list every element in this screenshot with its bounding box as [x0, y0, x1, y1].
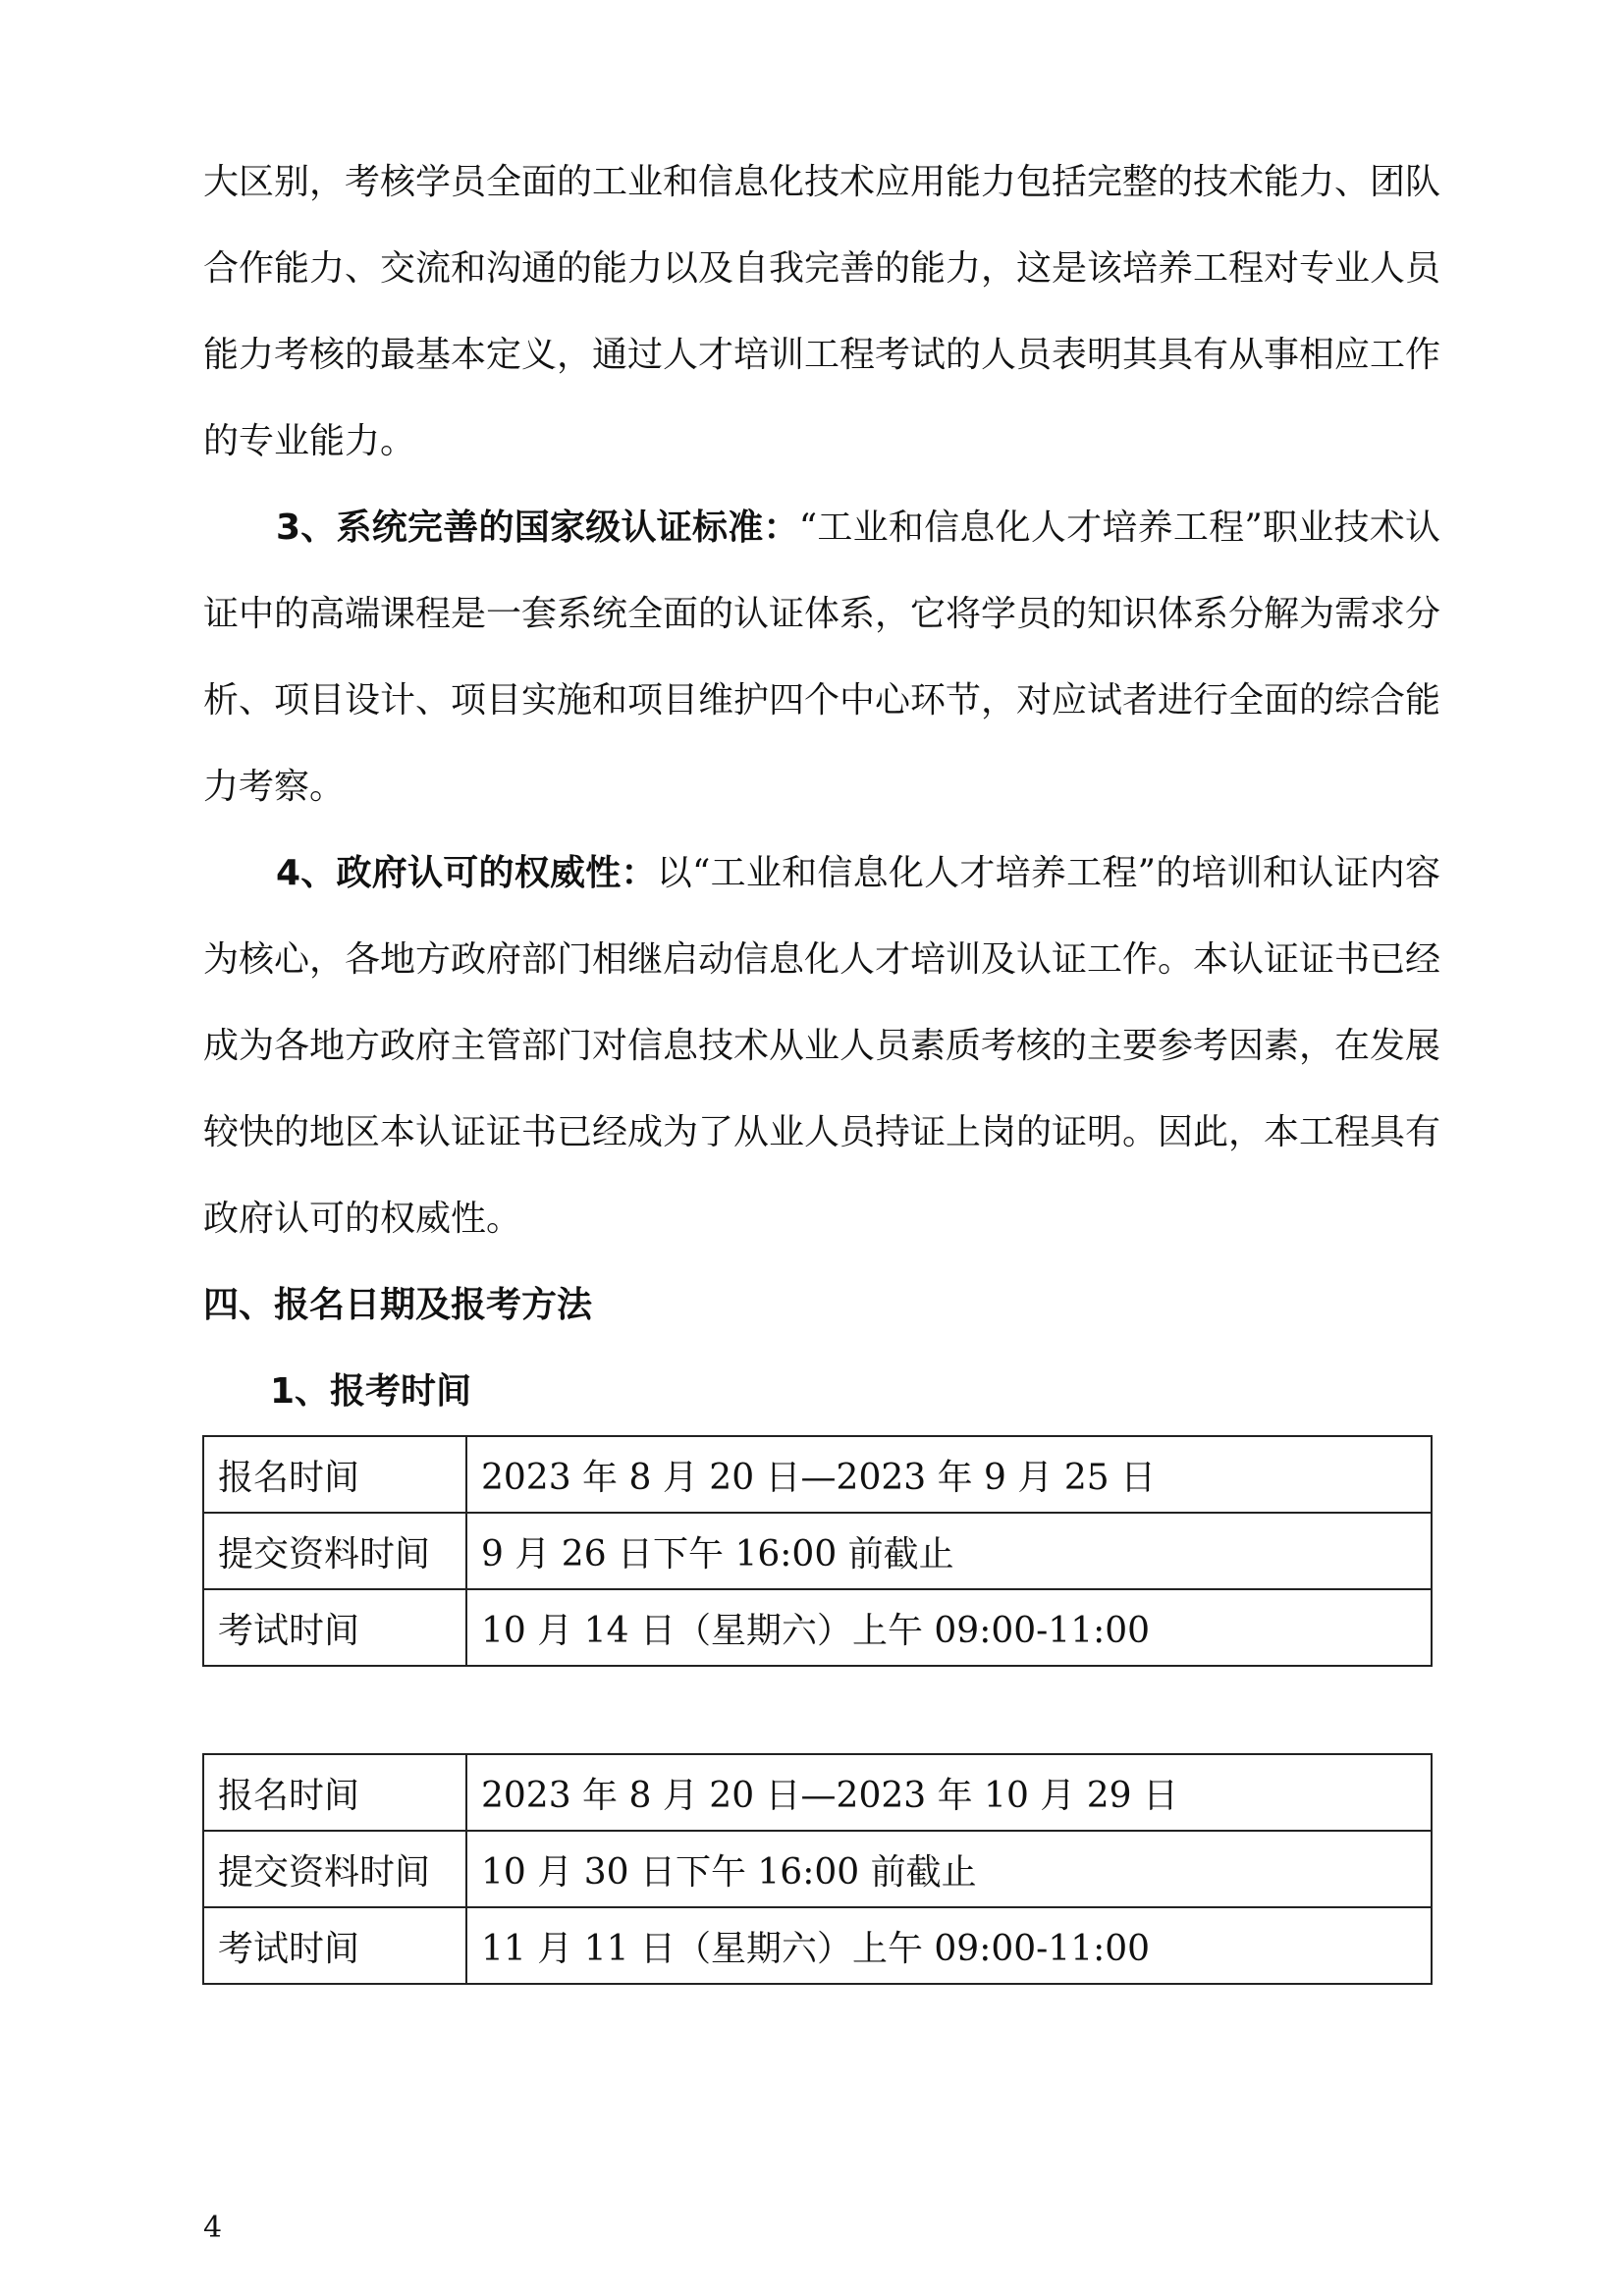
table-cell-label: 考试时间 [203, 1907, 466, 1984]
page-content [203, 139, 1440, 1985]
table-cell-label: 报名时间 [203, 1754, 466, 1831]
paragraph-assessment-scope: 大区别，考核学员全面的工业和信息化技术应用能力包括完整的技术能力、团队合作能力、交流和沟通的能力以及自我完善的能力，这是该培养工程对专业人员能力考核的最基本定义，通过人才培训工程考试的人员表明其具有从事相应工作的专业能力。 [203, 162, 1441, 461]
table-cell-value: 2023 年 8 月 20 日—2023 年 10 月 29 日 [466, 1754, 1432, 1831]
table-cell-value: 11 月 11 日（星期六）上午 09:00-11:00 [466, 1907, 1432, 1984]
table-row [203, 1907, 1432, 1984]
table-row [203, 1831, 1432, 1907]
table-cell-value: 2023 年 8 月 20 日—2023 年 9 月 25 日 [466, 1436, 1432, 1513]
paragraph-certification-standard [203, 485, 1440, 830]
table-row [203, 1589, 1432, 1666]
table-cell-label: 提交资料时间 [203, 1831, 466, 1907]
table-row [203, 1436, 1432, 1513]
table-row [203, 1754, 1432, 1831]
paragraph-body-government-authority: 以“工业和信息化人才培养工程”的培训和认证内容为核心，各地方政府部门相继启动信息化人才培训及认证工作。本认证证书已经成为各地方政府主管部门对信息技术从业人员素质考核的主要参考因素，在发展较快的地区本认证证书已经成为了从业人员持证上岗的证明。因此，本工程具有政府认可的权威性。 [203, 853, 1441, 1239]
table-cell-label: 报名时间 [203, 1436, 466, 1513]
table-row [203, 1513, 1432, 1589]
table-cell-value: 9 月 26 日下午 16:00 前截止 [466, 1513, 1432, 1589]
table-spacer [203, 1667, 1440, 1753]
section-heading-registration: 四、报名日期及报考方法 [203, 1285, 593, 1325]
subheading-exam-time: 1、报考时间 [270, 1371, 472, 1412]
schedule-table-2 [202, 1753, 1433, 1985]
table-cell-label: 考试时间 [203, 1589, 466, 1666]
paragraph-lead-certification-standard: 3、系统完善的国家级认证标准： [276, 507, 799, 548]
table-cell-value: 10 月 30 日下午 16:00 前截止 [466, 1831, 1432, 1907]
table-cell-label: 提交资料时间 [203, 1513, 466, 1589]
paragraph-lead-government-authority: 4、政府认可的权威性： [276, 853, 657, 893]
paragraph-government-authority [203, 830, 1440, 1262]
schedule-table-1 [202, 1435, 1433, 1667]
page-number: 4 [203, 2211, 223, 2245]
table-cell-value: 10 月 14 日（星期六）上午 09:00-11:00 [466, 1589, 1432, 1666]
paragraph-body-certification-standard: “工业和信息化人才培养工程”职业技术认证中的高端课程是一套系统全面的认证体系，它将学员的知识体系分解为需求分析、项目设计、项目实施和项目维护四个中心环节，对应试者进行全面的综合能力考察。 [203, 507, 1441, 807]
